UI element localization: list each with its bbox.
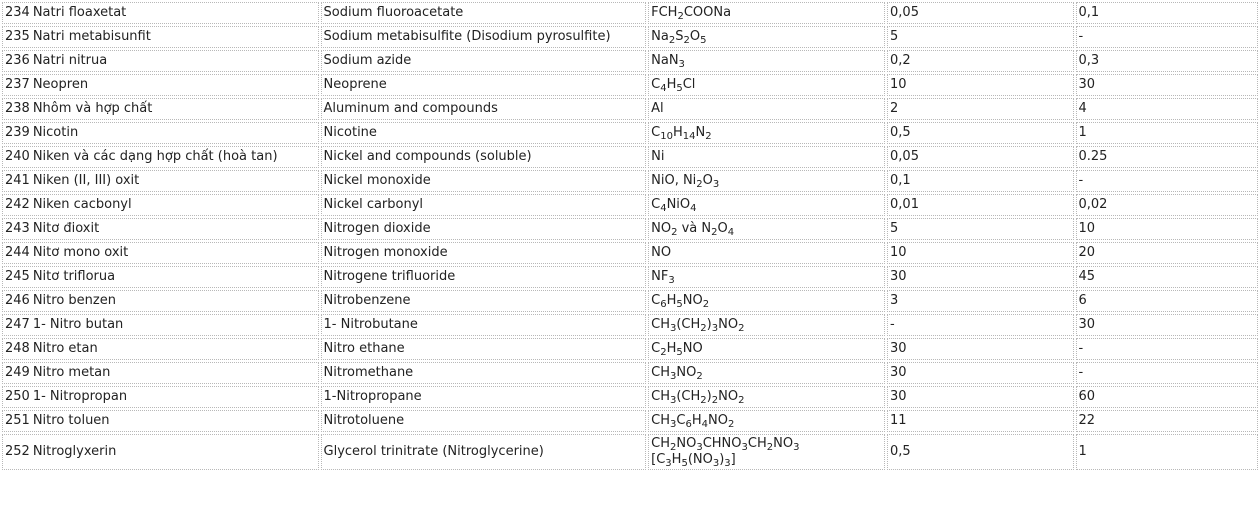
cell-value-1: - xyxy=(887,314,1073,336)
cell-value-1: 0,05 xyxy=(887,2,1073,24)
formula-text: H xyxy=(666,293,677,308)
cell-vietnamese-name xyxy=(2,26,319,48)
vietnamese-name: Nitroglyxerin xyxy=(32,444,117,459)
cell-value-1: 0,2 xyxy=(887,50,1073,72)
formula-subscript: 3 xyxy=(793,442,800,453)
cell-vietnamese-name xyxy=(2,386,319,408)
formula-text: ) xyxy=(719,452,725,467)
formula-text: NF xyxy=(651,269,669,284)
row-number: 235 xyxy=(5,29,30,44)
formula-text: NO xyxy=(651,221,672,236)
cell-value-1: 30 xyxy=(887,266,1073,288)
cell-formula xyxy=(648,410,885,432)
cell-vietnamese-name xyxy=(2,434,319,470)
cell-vietnamese-name xyxy=(2,410,319,432)
formula-subscript: 3 xyxy=(696,442,703,453)
cell-value-2: 0,1 xyxy=(1076,2,1259,24)
vietnamese-name: Nhôm và hợp chất xyxy=(32,101,153,116)
vietnamese-name: Natri nitrua xyxy=(32,53,108,68)
row-number: 245 xyxy=(5,269,30,284)
cell-formula xyxy=(648,74,885,96)
formula-text: Al xyxy=(651,101,664,116)
vietnamese-name: 1- Nitropropan xyxy=(32,389,128,404)
cell-value-1: 30 xyxy=(887,338,1073,360)
cell-value-2: 20 xyxy=(1076,242,1259,264)
table-row xyxy=(2,50,1258,72)
table-row xyxy=(2,266,1258,288)
formula-text: C xyxy=(651,125,661,140)
formula-subscript: 2 xyxy=(711,395,719,406)
formula-subscript: 14 xyxy=(682,131,696,142)
cell-vietnamese-name xyxy=(2,266,319,288)
cell-value-2: 60 xyxy=(1076,386,1259,408)
cell-english-name: Nitrogen dioxide xyxy=(321,218,647,240)
formula-text: và N xyxy=(677,221,712,236)
table-row xyxy=(2,290,1258,312)
formula-subscript: 2 xyxy=(660,347,667,358)
formula-text: C xyxy=(651,341,661,356)
formula-text: C xyxy=(651,77,661,92)
formula-subscript: 2 xyxy=(727,419,735,430)
cell-english-name: Neoprene xyxy=(321,74,647,96)
formula-text: NO xyxy=(676,436,697,451)
formula-text: S xyxy=(675,29,684,44)
formula-subscript: 2 xyxy=(700,323,707,334)
cell-value-2: 6 xyxy=(1076,290,1259,312)
vietnamese-name: Niken cacbonyl xyxy=(32,197,132,212)
formula-subscript: 2 xyxy=(711,227,718,238)
cell-vietnamese-name xyxy=(2,338,319,360)
cell-value-2: 30 xyxy=(1076,314,1259,336)
cell-value-1: 2 xyxy=(887,98,1073,120)
formula-text: NO xyxy=(718,389,739,404)
row-number: 248 xyxy=(5,341,30,356)
cell-formula xyxy=(648,242,885,264)
table-row xyxy=(2,146,1258,168)
formula-text: C xyxy=(651,197,661,212)
table-row xyxy=(2,98,1258,120)
row-number: 243 xyxy=(5,221,30,236)
cell-vietnamese-name xyxy=(2,314,319,336)
formula-text: NO xyxy=(773,436,794,451)
row-number: 237 xyxy=(5,77,30,92)
table-row xyxy=(2,2,1258,24)
formula-text: O xyxy=(689,29,701,44)
formula-subscript: 2 xyxy=(766,442,774,453)
formula-text: (CH xyxy=(676,389,701,404)
formula-subscript: 3 xyxy=(669,371,677,382)
cell-english-name: Sodium azide xyxy=(321,50,647,72)
formula-text: CH xyxy=(651,317,670,332)
cell-vietnamese-name xyxy=(2,218,319,240)
cell-english-name: Nickel carbonyl xyxy=(321,194,647,216)
cell-english-name: Nitrogene trifluoride xyxy=(321,266,647,288)
formula-text: CH xyxy=(651,389,670,404)
cell-value-1: 11 xyxy=(887,410,1073,432)
formula-text: CH xyxy=(651,436,670,451)
formula-subscript: 3 xyxy=(712,179,720,190)
formula-subscript: 5 xyxy=(700,35,707,46)
formula-text: H xyxy=(672,125,683,140)
row-number: 252 xyxy=(5,444,30,459)
vietnamese-name: Nitro benzen xyxy=(32,293,116,308)
cell-english-name: 1- Nitrobutane xyxy=(321,314,647,336)
cell-value-2: 1 xyxy=(1076,122,1259,144)
cell-formula xyxy=(648,26,885,48)
cell-vietnamese-name xyxy=(2,122,319,144)
cell-formula xyxy=(648,194,885,216)
cell-formula xyxy=(648,2,885,24)
formula-subscript: 2 xyxy=(702,299,710,310)
formula-text: (CH xyxy=(676,317,701,332)
vietnamese-name: Nitro metan xyxy=(32,365,111,380)
formula-text: C xyxy=(651,293,661,308)
row-number: 242 xyxy=(5,197,30,212)
cell-value-2: 10 xyxy=(1076,218,1259,240)
table-row xyxy=(2,314,1258,336)
formula-text: ] xyxy=(730,452,736,467)
row-number: 241 xyxy=(5,173,30,188)
formula-subscript: 4 xyxy=(701,419,708,430)
cell-english-name: Nitromethane xyxy=(321,362,647,384)
cell-vietnamese-name xyxy=(2,194,319,216)
formula-text: NO xyxy=(682,341,703,356)
cell-formula xyxy=(648,362,885,384)
vietnamese-name: Natri metabisunfit xyxy=(32,29,151,44)
table-row xyxy=(2,194,1258,216)
formula-text: COONa xyxy=(683,5,732,20)
table-row xyxy=(2,434,1258,470)
vietnamese-name: Niken và các dạng hợp chất (hoà tan) xyxy=(32,149,278,164)
table-row xyxy=(2,170,1258,192)
row-number: 246 xyxy=(5,293,30,308)
cell-vietnamese-name xyxy=(2,170,319,192)
cell-english-name: Nickel monoxide xyxy=(321,170,647,192)
cell-formula xyxy=(648,122,885,144)
formula-subscript: 4 xyxy=(660,203,667,214)
cell-value-1: 0,01 xyxy=(887,194,1073,216)
formula-text: Na xyxy=(651,29,669,44)
formula-text: N xyxy=(695,125,706,140)
formula-text: NO xyxy=(682,293,703,308)
cell-value-2: 1 xyxy=(1076,434,1259,470)
vietnamese-name: Nitro etan xyxy=(32,341,98,356)
vietnamese-name: Niken (II, III) oxit xyxy=(32,173,140,188)
cell-vietnamese-name xyxy=(2,290,319,312)
cell-value-1: 0,1 xyxy=(887,170,1073,192)
row-number: 249 xyxy=(5,365,30,380)
formula-subscript: 3 xyxy=(712,458,720,469)
formula-text: NiO xyxy=(666,197,691,212)
formula-subscript: 4 xyxy=(690,203,697,214)
formula-subscript: 5 xyxy=(676,299,683,310)
formula-text: H xyxy=(671,452,682,467)
cell-vietnamese-name xyxy=(2,98,319,120)
cell-value-1: 10 xyxy=(887,242,1073,264)
formula-text: ) xyxy=(706,317,712,332)
formula-text: NO xyxy=(707,413,728,428)
cell-value-1: 5 xyxy=(887,218,1073,240)
row-number: 239 xyxy=(5,125,30,140)
cell-value-2: - xyxy=(1076,26,1259,48)
formula-subscript: 2 xyxy=(700,395,707,406)
row-number: 238 xyxy=(5,101,30,116)
row-number: 234 xyxy=(5,5,30,20)
formula-text: NO xyxy=(676,365,697,380)
formula-subscript: 4 xyxy=(727,227,735,238)
cell-value-1: 0,05 xyxy=(887,146,1073,168)
cell-english-name: Aluminum and compounds xyxy=(321,98,647,120)
formula-text: H xyxy=(691,413,702,428)
formula-subscript: 10 xyxy=(660,131,673,142)
cell-english-name: Nitrogen monoxide xyxy=(321,242,647,264)
cell-vietnamese-name xyxy=(2,74,319,96)
row-number: 250 xyxy=(5,389,30,404)
formula-text: H xyxy=(666,77,677,92)
formula-subscript: 5 xyxy=(676,347,683,358)
vietnamese-name: Nitơ triflorua xyxy=(32,269,116,284)
formula-text: Ni xyxy=(651,149,665,164)
table-row xyxy=(2,122,1258,144)
table-row xyxy=(2,362,1258,384)
formula-text: Cl xyxy=(682,77,696,92)
cell-english-name: Nitrobenzene xyxy=(321,290,647,312)
cell-value-2: - xyxy=(1076,170,1259,192)
formula-text: CHNO xyxy=(702,436,742,451)
cell-english-name: Nitro ethane xyxy=(321,338,647,360)
cell-value-1: 5 xyxy=(887,26,1073,48)
formula-text: ) xyxy=(706,389,712,404)
formula-text: NaN xyxy=(651,53,679,68)
cell-value-2: 0.25 xyxy=(1076,146,1259,168)
cell-formula xyxy=(648,170,885,192)
cell-value-2: 22 xyxy=(1076,410,1259,432)
formula-subscript: 2 xyxy=(671,227,678,238)
table-row xyxy=(2,218,1258,240)
formula-subscript: 3 xyxy=(669,419,677,430)
formula-text: O xyxy=(717,221,728,236)
formula-subscript: 3 xyxy=(669,323,677,334)
cell-formula xyxy=(648,434,885,470)
cell-value-2: 4 xyxy=(1076,98,1259,120)
cell-english-name: 1-Nitropropane xyxy=(321,386,647,408)
cell-vietnamese-name xyxy=(2,362,319,384)
formula-subscript: 2 xyxy=(683,35,690,46)
vietnamese-name: Nicotin xyxy=(32,125,79,140)
formula-subscript: 3 xyxy=(741,442,748,453)
cell-formula xyxy=(648,146,885,168)
formula-subscript: 5 xyxy=(676,83,683,94)
formula-subscript: 3 xyxy=(711,323,719,334)
formula-text: C xyxy=(676,413,686,428)
row-number: 240 xyxy=(5,149,30,164)
cell-formula xyxy=(648,50,885,72)
cell-value-2: 30 xyxy=(1076,74,1259,96)
formula-subscript: 2 xyxy=(738,395,745,406)
formula-subscript: 3 xyxy=(669,395,677,406)
cell-value-1: 3 xyxy=(887,290,1073,312)
formula-subscript: 3 xyxy=(678,59,685,70)
cell-value-1: 0,5 xyxy=(887,434,1073,470)
cell-english-name: Nicotine xyxy=(321,122,647,144)
vietnamese-name: 1- Nitro butan xyxy=(32,317,124,332)
cell-formula xyxy=(648,338,885,360)
cell-english-name: Sodium metabisulfite (Disodium pyrosulfite) xyxy=(321,26,647,48)
cell-formula xyxy=(648,290,885,312)
cell-vietnamese-name xyxy=(2,242,319,264)
vietnamese-name: Natri floaxetat xyxy=(32,5,127,20)
formula-text: CH xyxy=(651,365,670,380)
formula-text: NiO, Ni xyxy=(651,173,697,188)
formula-subscript: 3 xyxy=(724,458,731,469)
formula-subscript: 5 xyxy=(681,458,688,469)
formula-text: FCH xyxy=(651,5,678,20)
formula-subscript: 2 xyxy=(705,131,712,142)
formula-subscript: 3 xyxy=(665,458,672,469)
table-row xyxy=(2,410,1258,432)
cell-vietnamese-name xyxy=(2,146,319,168)
vietnamese-name: Nitơ đioxit xyxy=(32,221,100,236)
formula-subscript: 2 xyxy=(668,35,676,46)
cell-formula xyxy=(648,386,885,408)
cell-english-name: Nitrotoluene xyxy=(321,410,647,432)
cell-english-name: Sodium fluoroacetate xyxy=(321,2,647,24)
formula-subscript: 6 xyxy=(685,419,692,430)
row-number: 251 xyxy=(5,413,30,428)
cell-value-2: - xyxy=(1076,362,1259,384)
cell-value-2: 0,3 xyxy=(1076,50,1259,72)
row-number: 236 xyxy=(5,53,30,68)
formula-text: [C xyxy=(651,452,666,467)
formula-subscript: 2 xyxy=(696,179,703,190)
cell-value-1: 30 xyxy=(887,386,1073,408)
cell-formula xyxy=(648,218,885,240)
table-body xyxy=(2,2,1258,470)
cell-value-2: 0,02 xyxy=(1076,194,1259,216)
cell-formula xyxy=(648,266,885,288)
vietnamese-name: Neopren xyxy=(32,77,89,92)
formula-text: CH xyxy=(747,436,767,451)
formula-text: (NO xyxy=(687,452,713,467)
formula-text: NO xyxy=(651,245,672,260)
cell-vietnamese-name xyxy=(2,2,319,24)
cell-formula xyxy=(648,314,885,336)
formula-text: NO xyxy=(718,317,739,332)
table-row xyxy=(2,74,1258,96)
cell-value-1: 30 xyxy=(887,362,1073,384)
formula-subscript: 2 xyxy=(677,11,684,22)
formula-subscript: 6 xyxy=(660,299,667,310)
cell-english-name: Glycerol trinitrate (Nitroglycerine) xyxy=(321,434,647,470)
table-row xyxy=(2,338,1258,360)
cell-value-2: - xyxy=(1076,338,1259,360)
vietnamese-name: Nitro toluen xyxy=(32,413,110,428)
table-row xyxy=(2,386,1258,408)
formula-text: H xyxy=(666,341,677,356)
formula-subscript: 2 xyxy=(669,442,677,453)
cell-value-2: 45 xyxy=(1076,266,1259,288)
row-number: 247 xyxy=(5,317,30,332)
cell-vietnamese-name xyxy=(2,50,319,72)
vietnamese-name: Nitơ mono oxit xyxy=(32,245,129,260)
table-row xyxy=(2,242,1258,264)
formula-subscript: 2 xyxy=(738,323,745,334)
formula-subscript: 4 xyxy=(660,83,667,94)
formula-subscript: 3 xyxy=(668,275,675,286)
formula-text: O xyxy=(702,173,713,188)
cell-value-1: 10 xyxy=(887,74,1073,96)
cell-english-name: Nickel and compounds (soluble) xyxy=(321,146,647,168)
cell-formula xyxy=(648,98,885,120)
table-row xyxy=(2,26,1258,48)
cell-value-1: 0,5 xyxy=(887,122,1073,144)
formula-subscript: 2 xyxy=(696,371,703,382)
row-number: 244 xyxy=(5,245,30,260)
formula-text: CH xyxy=(651,413,670,428)
